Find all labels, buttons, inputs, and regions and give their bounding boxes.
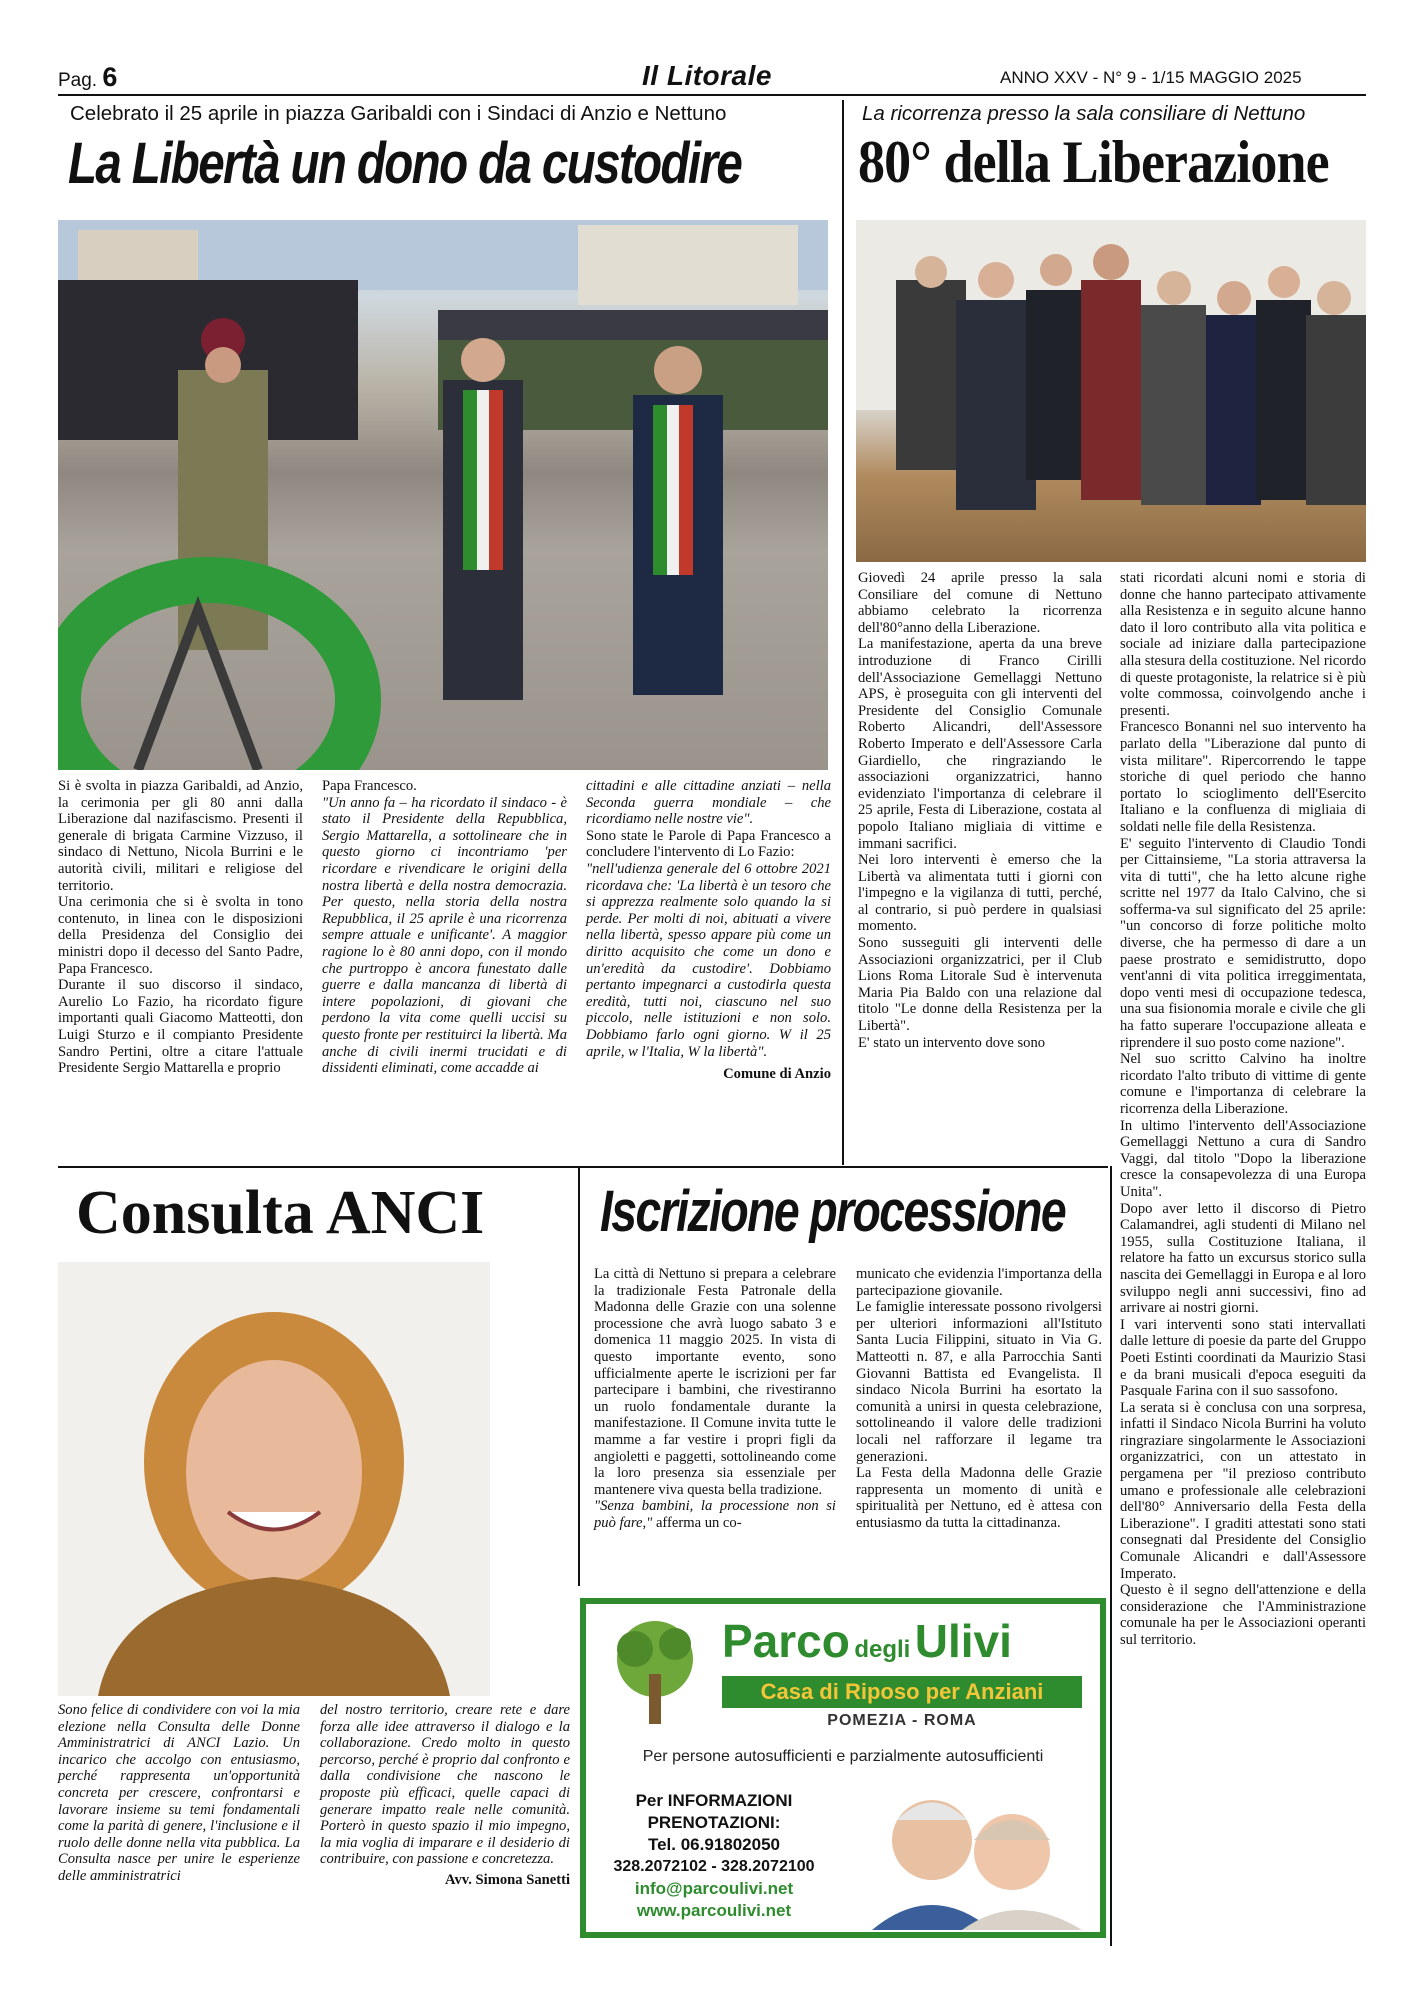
anzio-signature: Comune di Anzio (723, 1066, 831, 1083)
ad-brand-b: degli (854, 1636, 911, 1663)
section-rule (58, 1166, 1108, 1168)
nettuno-kicker: La ricorrenza presso la sala consiliare di Nettuno (862, 102, 1306, 125)
nettuno-c2-p9: Questo è il segno dell'attenzione e della considerazione che l'Amministrazione comunale ha per le Associazioni operanti sul territorio. (1120, 1582, 1366, 1648)
masthead: Il Litorale (642, 60, 772, 91)
processione-col-1 (594, 1266, 836, 1532)
anzio-headline: La Libertà un dono da custodire (68, 131, 742, 196)
nettuno-p4: Sono susseguiti gli interventi delle Associazioni organizzatrici, per il Club Lions Roma Litorale Sud è intervenuta Maria Pia Baldo con una relazione dal titolo "Le donne della Resistenza per la Libertà". (858, 935, 1102, 1035)
processione-quote-tail: afferma un co- (652, 1514, 742, 1531)
nettuno-p1: Giovedì 24 aprile presso la sala Consiliare del comune di Nettuno abbiamo celebrato la ricorrenza dell'80°anno della Liberazione. (858, 570, 1102, 636)
ad-info-2: PRENOTAZIONI: (647, 1813, 781, 1832)
processione-c2-p2: Le famiglie interessate possono rivolgersi per ulteriori informazioni all'Istituto Santa Lucia Filippini, situato in Via G. Matteotti n. 87, e alla Parrocchia Santi Giovanni Battista ed Evangelista. Il sindaco Nicola Burrini ha esortato la comunità a unirsi in questa celebrazione, sottolineando il valore delle tradizioni locali nel rafforzare il legame tra generazioni. (856, 1299, 1102, 1465)
nettuno-c2-p7: I vari interventi sono stati intervallati dalle letture di poesie da parte del Gruppo Poeti Estinti coordinati da Maurizio Stasi e da brani musicali d'epoca eseguiti da Pasquale Farina con il suo sassofono. (1120, 1316, 1366, 1400)
processione-col-2 (856, 1266, 1102, 1532)
anzio-p1: Si è svolta in piazza Garibaldi, ad Anzio, la cerimonia per gli 80 anni dalla Liberazione dal nazifascismo. Presenti il generale di brigata Carmine Vizzuso, il sindaco di Nettuno, Nicola Burrini e le autorità civili, militari e religiose del territorio. (58, 778, 303, 894)
nettuno-c2-p5: In ultimo l'intervento dell'Associazione Gemellaggi Nettuno a cura di Sandro Vaggi, dal titolo "Dopo la liberazione cresce la consapevolezza di una Europa Unita". (1120, 1117, 1366, 1200)
ad-contacts (596, 1790, 832, 1922)
anzio-col3-plain: Sono state le Parole di Papa Francesco a concludere l'intervento di Lo Fazio: (586, 827, 831, 861)
anzio-col-1 (58, 778, 303, 1077)
processione-headline: Iscrizione processione (600, 1179, 1066, 1244)
ad-brand (722, 1614, 1012, 1668)
olive-tree-logo (600, 1614, 710, 1734)
nettuno-group-photo (856, 220, 1366, 562)
anzio-col-3 (586, 778, 831, 1083)
anzio-p3: Durante il suo discorso il sindaco, Aurelio Lo Fazio, ha ricordato figure importanti quali Giacomo Matteotti, don Luigi Sturzo e il compianto Presidente Sandro Pertini, oltre a citare l'attuale Presidente Sergio Mattarella e proprio (58, 977, 303, 1077)
nettuno-c2-p8: La serata si è conclusa con una sorpresa, infatti il Sindaco Nicola Burrini ha voluto ringraziare singolarmente le Associazioni organizzatrici, con un attestato in pergamena per "il prezioso contributo umano e professionale alle celebrazioni dell'80° Anniversario della Festa della Liberazione". I graditi attestati sono stati consegnati dal Presidente del Consiglio Comunale Alicandri e dall'Assessore Imperato. (1120, 1399, 1366, 1582)
ad-email[interactable]: info@parcoulivi.net (634, 1879, 794, 1898)
ad-tagline: Per persone autosufficienti e parzialmente autosufficienti (642, 1748, 1044, 1765)
nettuno-c2-p6: Dopo aver letto il discorso di Pietro Calamandrei, agli studenti di Milano nel 1955, sulla Costituzione Italiana, il relatore ha fatto un excursus storico sulla nascita dei Gemellaggi in Europa e al loro sviluppo negli anni successivi, fino ad arrivare ai nostri giorni. (1120, 1200, 1366, 1317)
nettuno-c2-p4: Nel suo scritto Calvino ha inoltre ricordato l'alto tributo di vittime di gente comune e l'importanza di celebrare la ricorrenza della Liberazione. (1120, 1051, 1366, 1117)
anzio-col2-quote: "Un anno fa – ha ricordato il sindaco - è stato il Presidente della Repubblica, Sergio Mattarella, a sottolineare che in questo giorno ci incontriamo 'per ricordare e rivendicare le origini della nostra libertà e della nostra democrazia. Per questo, nella storia della nostra Repubblica, il 25 aprile è una ricorrenza sempre attuale e unificante'. A maggior ragione lo è 80 anni dopo, con il mondo che purtroppo è ancora funestato dalle guerre e dalla mancanza di libertà di intere popolazioni, di giovani che perdono la vita come quelli uccisi su questo fronte per restituirci la libertà. Ma anche di civili inermi trucidati e di dissidenti eliminati, come accadde ai (322, 794, 567, 1077)
ad-subtitle: Casa di Riposo per Anziani (722, 1676, 1082, 1708)
ad-location: POMEZIA - ROMA (827, 1712, 977, 1729)
nettuno-c2-p2: Francesco Bonanni nel suo intervento ha parlato della "Liberazione dal punto di vista militare". Ripercorrendo le tappe storiche di quel periodo che hanno portato lo scioglimento dell'Esercito Italiano e la confluenza di migliaia di soldati nelle file della Resistenza. (1120, 719, 1366, 835)
processione-c2-p3: La Festa della Madonna delle Grazie rappresenta un momento di unità e spiritualità per Nettuno, ed è attesa con entusiasmo da tutta la cittadinanza. (856, 1465, 1102, 1531)
nettuno-headline: 80° della Liberazione (858, 129, 1329, 195)
processione-quote: "Senza bambini, la processione non si può fare," (594, 1498, 836, 1531)
anzio-col-2 (322, 778, 567, 1077)
anzio-col2-lead: Papa Francesco. (322, 778, 417, 794)
nettuno-p3: Nei loro interventi è emerso che la Libertà va alimentata tutti i giorni con l'impegno e la vigilanza di tutti, perché, al contrario, si può perdere in qualsiasi momento. (858, 852, 1102, 935)
ad-brand-c: Ulivi (914, 1615, 1012, 1667)
anci-headline: Consulta ANCI (76, 1179, 485, 1247)
header-rule (58, 94, 1366, 96)
nettuno-p5: E' stato un intervento dove sono (858, 1034, 1046, 1051)
parco-ulivi-ad[interactable] (580, 1598, 1106, 1938)
anci-signature: Avv. Simona Sanetti (444, 1871, 570, 1888)
nettuno-c2-p1: stati ricordati alcuni nomi e storia di donne che hanno partecipato attivamente alla Resistenza e in seguito alcune hanno dato il loro contributo alla vita politica e sociale ad iniziare dalla partecipazione alla stesura della costituzione. Nel ricordo di queste protagoniste, la relatrice si è più volte commossa, coinvolgendo anche i presenti. (1120, 570, 1366, 719)
issue-info: ANNO XXV - N° 9 - 1/15 MAGGIO 2025 (1000, 68, 1302, 87)
anci-col-1: Sono felice di condividere con voi la mia elezione nella Consulta delle Donne Amministratrici di ANCI Lazio. Un incarico che accolgo con entusiasmo, perché rappresenta un'opportunità concreta per crescere, confrontarsi e lavorare insieme su temi fondamentali come la parità di genere, l'inclusione e il ruolo delle donne nella vita pubblica. La Consulta nasce per unire le esperienze delle amministratrici (58, 1702, 300, 1884)
ad-web[interactable]: www.parcoulivi.net (636, 1901, 792, 1920)
anci-col2-text: del nostro territorio, creare rete e dare forza alle idee attraverso il dialogo e la collaborazione. Credo molto in questo percorso, perché è proprio dal confronto e dalla condivisione che nascono le proposte più efficaci, quelle capaci di generare impatto reale nelle comunità. Porterò in questo spazio il mio impegno, la mia voglia di imparare e il desiderio di contribuire, con passione e concretezza. (320, 1702, 570, 1868)
ad-mobiles[interactable]: 328.2072102 - 328.2072100 (613, 1858, 815, 1875)
nettuno-col-1 (858, 570, 1102, 1051)
vertical-rule-right (1110, 1166, 1112, 1946)
anzio-ceremony-photo (58, 220, 828, 770)
ad-tel[interactable]: Tel. 06.91802050 (647, 1835, 780, 1854)
anzio-kicker: Celebrato il 25 aprile in piazza Garibaldi con i Sindaci di Anzio e Nettuno (70, 102, 727, 125)
anzio-col3-quote-a: cittadini e alle cittadine anziati – nella Seconda guerra mondiale – che ricordiamo nelle nostre vie". (586, 778, 831, 828)
vertical-rule-top (842, 100, 844, 1165)
ad-brand-a: Parco (722, 1615, 850, 1667)
anzio-col3-quote-b: "nell'udienza generale del 6 ottobre 2021 ricordava che: 'La libertà è un tesoro che si apprezza realmente solo quando la si perde. Per molti di noi, abituati a vivere nella libertà, spesso appare più come un diritto acquisito che come un dono e un'eredità da custodire'. Dobbiamo pertanto impegnarci a custodirla questa eredità, tutti noi, ciascuno nel suo piccolo, nelle istituzioni e non solo. Dobbiamo farlo ogni giorno. W il 25 aprile, w l'Italia, W la libertà". (586, 860, 831, 1060)
nettuno-p2: La manifestazione, aperta da una breve introduzione di Franco Cirilli dell'Associazione Gemellaggi Nettuno APS, è proseguita con gli interventi del Presidente del Consiglio Comunale Roberto Alicandri, dell'Assessore Roberto Imperato e dell'Assessore Carla Giardiello, che ringraziando le associazioni organizzatrici, hanno evidenziato l'importanza di celebrare il 25 aprile, Festa di Liberazione, costata al popolo Italiano migliaia di vittime e immani sacrifici. (858, 636, 1102, 852)
page-number: 6 (102, 62, 118, 92)
elderly-couple-photo (842, 1780, 1092, 1930)
nettuno-col-2 (1120, 570, 1366, 1649)
processione-p1-end (594, 1498, 836, 1531)
anzio-p2: Una cerimonia che si è svolta in tono contenuto, in linea con le disposizioni della Presidenza del Consiglio dei ministri dopo il decesso del Santo Padre, Papa Francesco. (58, 894, 303, 977)
page-label: Pag. 6 (58, 62, 118, 92)
ad-info-1: Per INFORMAZIONI (635, 1791, 793, 1810)
processione-p1: La città di Nettuno si prepara a celebrare la tradizionale Festa Patronale della Madonna delle Grazie con una solenne processione che avrà luogo sabato 3 e domenica 11 maggio 2025. In vista di questo importante evento, sono ufficialmente aperte le iscrizioni per far partecipare i bambini, che rivestiranno un ruolo fondamentale durante la manifestazione. Il Comune invita tutte le mamme a far vestire i propri figli da angioletti e paggetti, sottolineando come la loro presenza sia essenziale per mantenere viva questa bella tradizione. (594, 1266, 836, 1498)
vertical-rule-mid (578, 1166, 580, 1586)
nettuno-c2-p3: E' seguito l'intervento di Claudio Tondi per Cittainsieme, "La storia attraversa la vita di tutti", che ha letto alcune righe scritte nel 1977 da Italo Calvino, che si sofferma-va sul significato del 25 aprile: "un concorso di forze politiche molto diverse, che ha permesso di dare a un paese prostrato e semidistrutto, dopo vent'anni di vita politica irreggimentata, dopo venti mesi di occupazione tedesca, una sua fisionomia morale e civile che gli ha fatto superare l'occupazione alleata e riprendere il suo posto come nazione". (1120, 835, 1366, 1051)
anci-portrait (58, 1262, 490, 1696)
processione-c2-p1: municato che evidenzia l'importanza della partecipazione giovanile. (856, 1266, 1102, 1299)
anci-col-2 (320, 1702, 570, 1889)
